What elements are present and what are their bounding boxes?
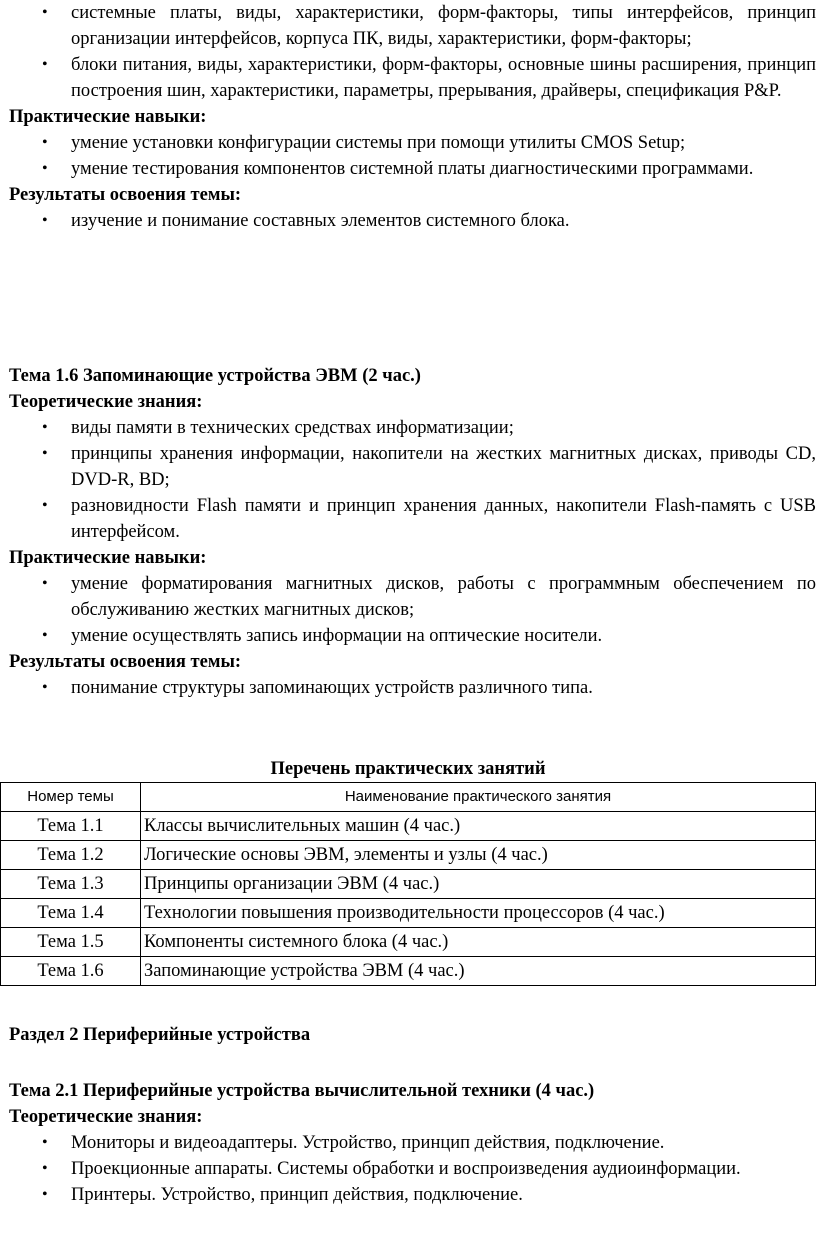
list-item: • умение осуществлять запись информации на оптические носители. [0,623,816,649]
list-item: • блоки питания, виды, характеристики, форм-факторы, основные шины расширения, принцип построения шин, характеристики, параметры, прерывания, драйверы, спецификация P&P. [0,52,816,104]
list-item: • умение форматирования магнитных дисков, работы с программным обеспечением по обслуживанию жестких магнитных дисков; [0,571,816,623]
column-header: Наименование практического занятия [141,783,816,812]
table-row [1,928,816,957]
results-heading: Результаты освоения темы: [9,652,242,672]
list-item: • умение тестирования компонентов системной платы диагностическими программами. [0,156,816,182]
block-1 [0,0,816,234]
table-header-row [1,783,816,812]
skills-heading: Практические навыки: [9,107,207,127]
theory-list [0,0,816,104]
topic-name-cell: Технологии повышения производительности процессоров (4 час.) [141,899,816,928]
list-item: • Принтеры. Устройство, принцип действия, подключение. [0,1182,816,1208]
topic-title: Тема 1.6 Запоминающие устройства ЭВМ (2 час.) [9,366,421,386]
list-item: • Мониторы и видеоадаптеры. Устройство, принцип действия, подключение. [0,1130,816,1156]
topic-number-cell: Тема 1.1 [1,812,141,841]
topic-name-cell: Запоминающие устройства ЭВМ (4 час.) [141,957,816,986]
list-item: • виды памяти в технических средствах информатизации; [0,415,816,441]
table-row [1,841,816,870]
results-list [0,675,816,701]
skills-list [0,130,816,182]
table-caption: Перечень практических занятий [270,759,546,779]
list-item: • разновидности Flash памяти и принцип хранения данных, накопители Flash-память с USB интерфейсом. [0,493,816,545]
list-item: • понимание структуры запоминающих устройств различного типа. [0,675,816,701]
topic-number-cell: Тема 1.6 [1,957,141,986]
topic-number-cell: Тема 1.3 [1,870,141,899]
list-item: • принципы хранения информации, накопители на жестких магнитных дисках, приводы CD, DVD-R, BD; [0,441,816,493]
section-2 [0,1022,816,1048]
table-row [1,957,816,986]
list-item: • системные платы, виды, характеристики, форм-факторы, типы интерфейсов, принцип организации интерфейсов, корпуса ПК, виды, характеристики, форм-факторы; [0,0,816,52]
theory-list [0,1130,816,1208]
column-header: Номер темы [1,783,141,812]
theory-heading: Теоретические знания: [9,1107,203,1127]
results-list [0,208,816,234]
table-row [1,870,816,899]
table-row [1,899,816,928]
topic-title: Тема 2.1 Периферийные устройства вычислительной техники (4 час.) [9,1081,595,1101]
skills-heading: Практические навыки: [9,548,207,568]
topic-1-6 [0,363,816,701]
theory-list [0,415,816,545]
topic-number-cell: Тема 1.2 [1,841,141,870]
section-title: Раздел 2 Периферийные устройства [9,1025,311,1045]
table-caption-wrap [0,756,816,782]
topic-name-cell: Принципы организации ЭВМ (4 час.) [141,870,816,899]
topic-name-cell: Классы вычислительных машин (4 час.) [141,812,816,841]
list-item: • изучение и понимание составных элементов системного блока. [0,208,816,234]
topic-number-cell: Тема 1.5 [1,928,141,957]
topic-name-cell: Компоненты системного блока (4 час.) [141,928,816,957]
topic-name-cell: Логические основы ЭВМ, элементы и узлы (4 час.) [141,841,816,870]
list-item: • умение установки конфигурации системы при помощи утилиты CMOS Setup; [0,130,816,156]
table-row [1,812,816,841]
results-heading: Результаты освоения темы: [9,185,242,205]
theory-heading: Теоретические знания: [9,392,203,412]
topic-number-cell: Тема 1.4 [1,899,141,928]
practice-table [0,782,816,986]
list-item: • Проекционные аппараты. Системы обработки и воспроизведения аудиоинформации. [0,1156,816,1182]
skills-list [0,571,816,649]
topic-2-1 [0,1078,816,1208]
